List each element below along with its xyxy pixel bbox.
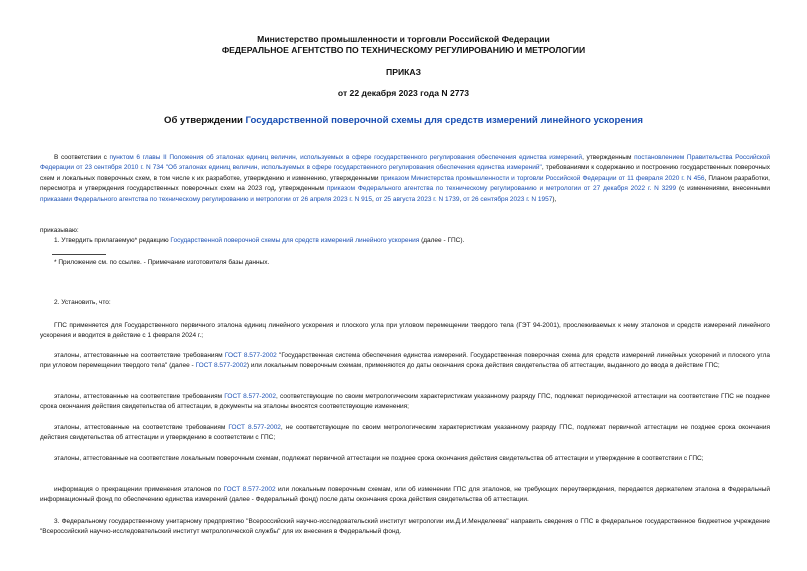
standards-paragraph-b	[40, 392, 770, 413]
standards-paragraph-d: эталоны, аттестованные на соответствие локальным поверочным схемам, подлежат первичной аттестации не позднее срока окончания действия свидетельства об аттестации и утверждение в соответствии с ГПС;	[54, 455, 704, 462]
item-1-paragraph	[40, 236, 770, 246]
para-a-text-3: ) или локальным поверочным схемам, применяются до даты окончания срока действия свидетельства об аттестации, выданного до ввода в действие ГПС;	[246, 362, 720, 370]
date-number-heading: от 22 декабря 2023 года N 2773	[337, 88, 470, 98]
item-3-paragraph: 3. Федеральному государственному унитарному предприятию "Всероссийский научно-исследовательский институт метрологии им.Д.И.Менделеева" направить сведения о ГПС в федеральное государственное бюджетное учреждение "Всероссийский научно-исследовательский институт метрологической службы" для их внесения в Федеральный фонд.	[40, 518, 770, 536]
preamble-link-3[interactable]: приказом Министерства промышленности и торговли Российской Федерации от 11 февраля 2020 г. N 456	[380, 174, 705, 182]
para-a-link-1[interactable]: ГОСТ 8.577-2002	[224, 352, 277, 359]
footnote-divider	[52, 254, 106, 255]
para-b-text-2: , соответствующие по своим метрологическим характеристикам указанному разряду ГПС, подлежат периодической аттестации на соответствие ГПС не позднее срока окончания действия свидетельства об аттестации, в документы на эталоны вносятся соответствующие изменения;	[40, 393, 770, 411]
item-1-text-1: 1. Утвердить прилагаемую* редакцию	[54, 237, 171, 244]
item-1-text-2: (далее - ГПС).	[419, 237, 465, 244]
preamble-text-8: ),	[552, 195, 557, 203]
para-e-link[interactable]: ГОСТ 8.577-2002	[223, 486, 276, 493]
preamble-link-5[interactable]: приказами Федерального агентства по техническому регулированию и метрологии от 26 апреля 2023 г. N 915	[40, 195, 372, 203]
title-prefix: Об утверждении	[164, 115, 246, 126]
standards-paragraph-a	[40, 351, 770, 372]
para-c-link[interactable]: ГОСТ 8.577-2002	[228, 424, 281, 431]
preamble-link-2[interactable]: постановлением Правительства Российской Федерации от 23 сентября 2010 г. N 734 "Об эталонах единиц величин, используемых в сфере государственного регулирования обеспечения единства измерений"	[40, 154, 770, 172]
item-2-heading: 2. Установить, что:	[54, 299, 111, 306]
preamble-link-4[interactable]: приказом Федерального агентства по техническому регулированию и метрологии от 27 декабря 2022 г. N 3299	[326, 185, 677, 193]
para-b-link[interactable]: ГОСТ 8.577-2002	[224, 393, 277, 400]
preamble-paragraph	[40, 153, 770, 205]
preamble-text-3: , требованиями к содержанию и построению государственных поверочных схем и локальных поверочных схем, в том числе к их разработке, утверждению и изменению, утвержденными	[40, 164, 770, 182]
standards-paragraph-e	[40, 485, 770, 506]
para-e-text-1: информация о прекращении применения эталонов по	[54, 486, 224, 493]
preamble-link-6[interactable]: от 25 августа 2023 г. N 1739	[375, 195, 460, 203]
order-word: приказываю:	[40, 227, 79, 234]
agency-heading: ФЕДЕРАЛЬНОЕ АГЕНТСТВО ПО ТЕХНИЧЕСКОМУ РЕГУЛИРОВАНИЮ И МЕТРОЛОГИИ	[221, 45, 586, 55]
para-c-text-1: эталоны, аттестованные на соответствие требованиям	[54, 424, 229, 431]
preamble-link-7[interactable]: от 26 сентября 2023 г. N 1957	[463, 195, 553, 203]
title-link[interactable]: Государственной поверочной схемы для средств измерений линейного ускорения	[245, 115, 643, 126]
preamble-link-1[interactable]: пунктом 6 главы II Положения об эталонах единиц величин, используемых в сфере государственного регулирования обеспечения единства измерений	[109, 154, 583, 161]
preamble-text-5: (с изменениями, внесенными	[676, 185, 770, 193]
para-a-text-1: эталоны, аттестованные на соответствие требованиям	[54, 352, 225, 359]
ministry-heading: Министерство промышленности и торговли Российской Федерации	[257, 34, 550, 44]
doc-type-heading: ПРИКАЗ	[386, 67, 421, 77]
para-b-text-1: эталоны, аттестованные на соответствие требованиям	[54, 393, 225, 400]
item-1-link[interactable]: Государственной поверочной схемы для средств измерений линейного ускорения	[170, 237, 420, 244]
standards-paragraph-c	[40, 423, 770, 444]
preamble-text-4: , Планом разработки, пересмотра и утверждения государственных поверочных схем на 2023 год, утвержденным	[40, 174, 770, 193]
preamble-text-2: , утвержденным	[582, 154, 635, 161]
footnote: * Приложение см. по ссылке. - Примечание изготовителя базы данных.	[54, 259, 270, 266]
preamble-text-7: ,	[459, 195, 464, 203]
para-a-text-2: "Государственная система обеспечения единства измерений. Государственная поверочная схема для средств измерений линейных ускорений и плоского угла при угловом перемещении твердого тела" (далее -	[40, 352, 770, 370]
document-title	[0, 115, 807, 127]
para-c-text-2: , не соответствующие по своим метрологическим характеристикам указанному разряду ГПС, подлежат первичной аттестации не позднее срока окончания действия свидетельства об аттестации и утверждению в соответствии с ГПС;	[40, 424, 770, 442]
gps-paragraph: ГПС применяется для Государственного первичного эталона единиц линейного ускорения и плоского угла при угловом перемещении твердого тела (ГЭТ 94-2001), прослеживаемых к нему эталонов и средств измерений линейного ускорения и вводится в действие с 1 февраля 2024 г.;	[40, 322, 770, 340]
preamble-text-6: ,	[371, 195, 376, 203]
para-e-text-2: или локальным поверочным схемам, или об изменении ГПС для эталонов, не требующих переутверждения, передается держателем эталона в Федеральный информационный фонд по обеспечению единства измерений (далее - Федеральный фонд) после даты окончания срока действия свидетельства об аттестации.	[40, 486, 770, 504]
para-a-link-2[interactable]: ГОСТ 8.577-2002	[195, 362, 247, 370]
preamble-text-1: В соответствии с	[54, 154, 110, 161]
